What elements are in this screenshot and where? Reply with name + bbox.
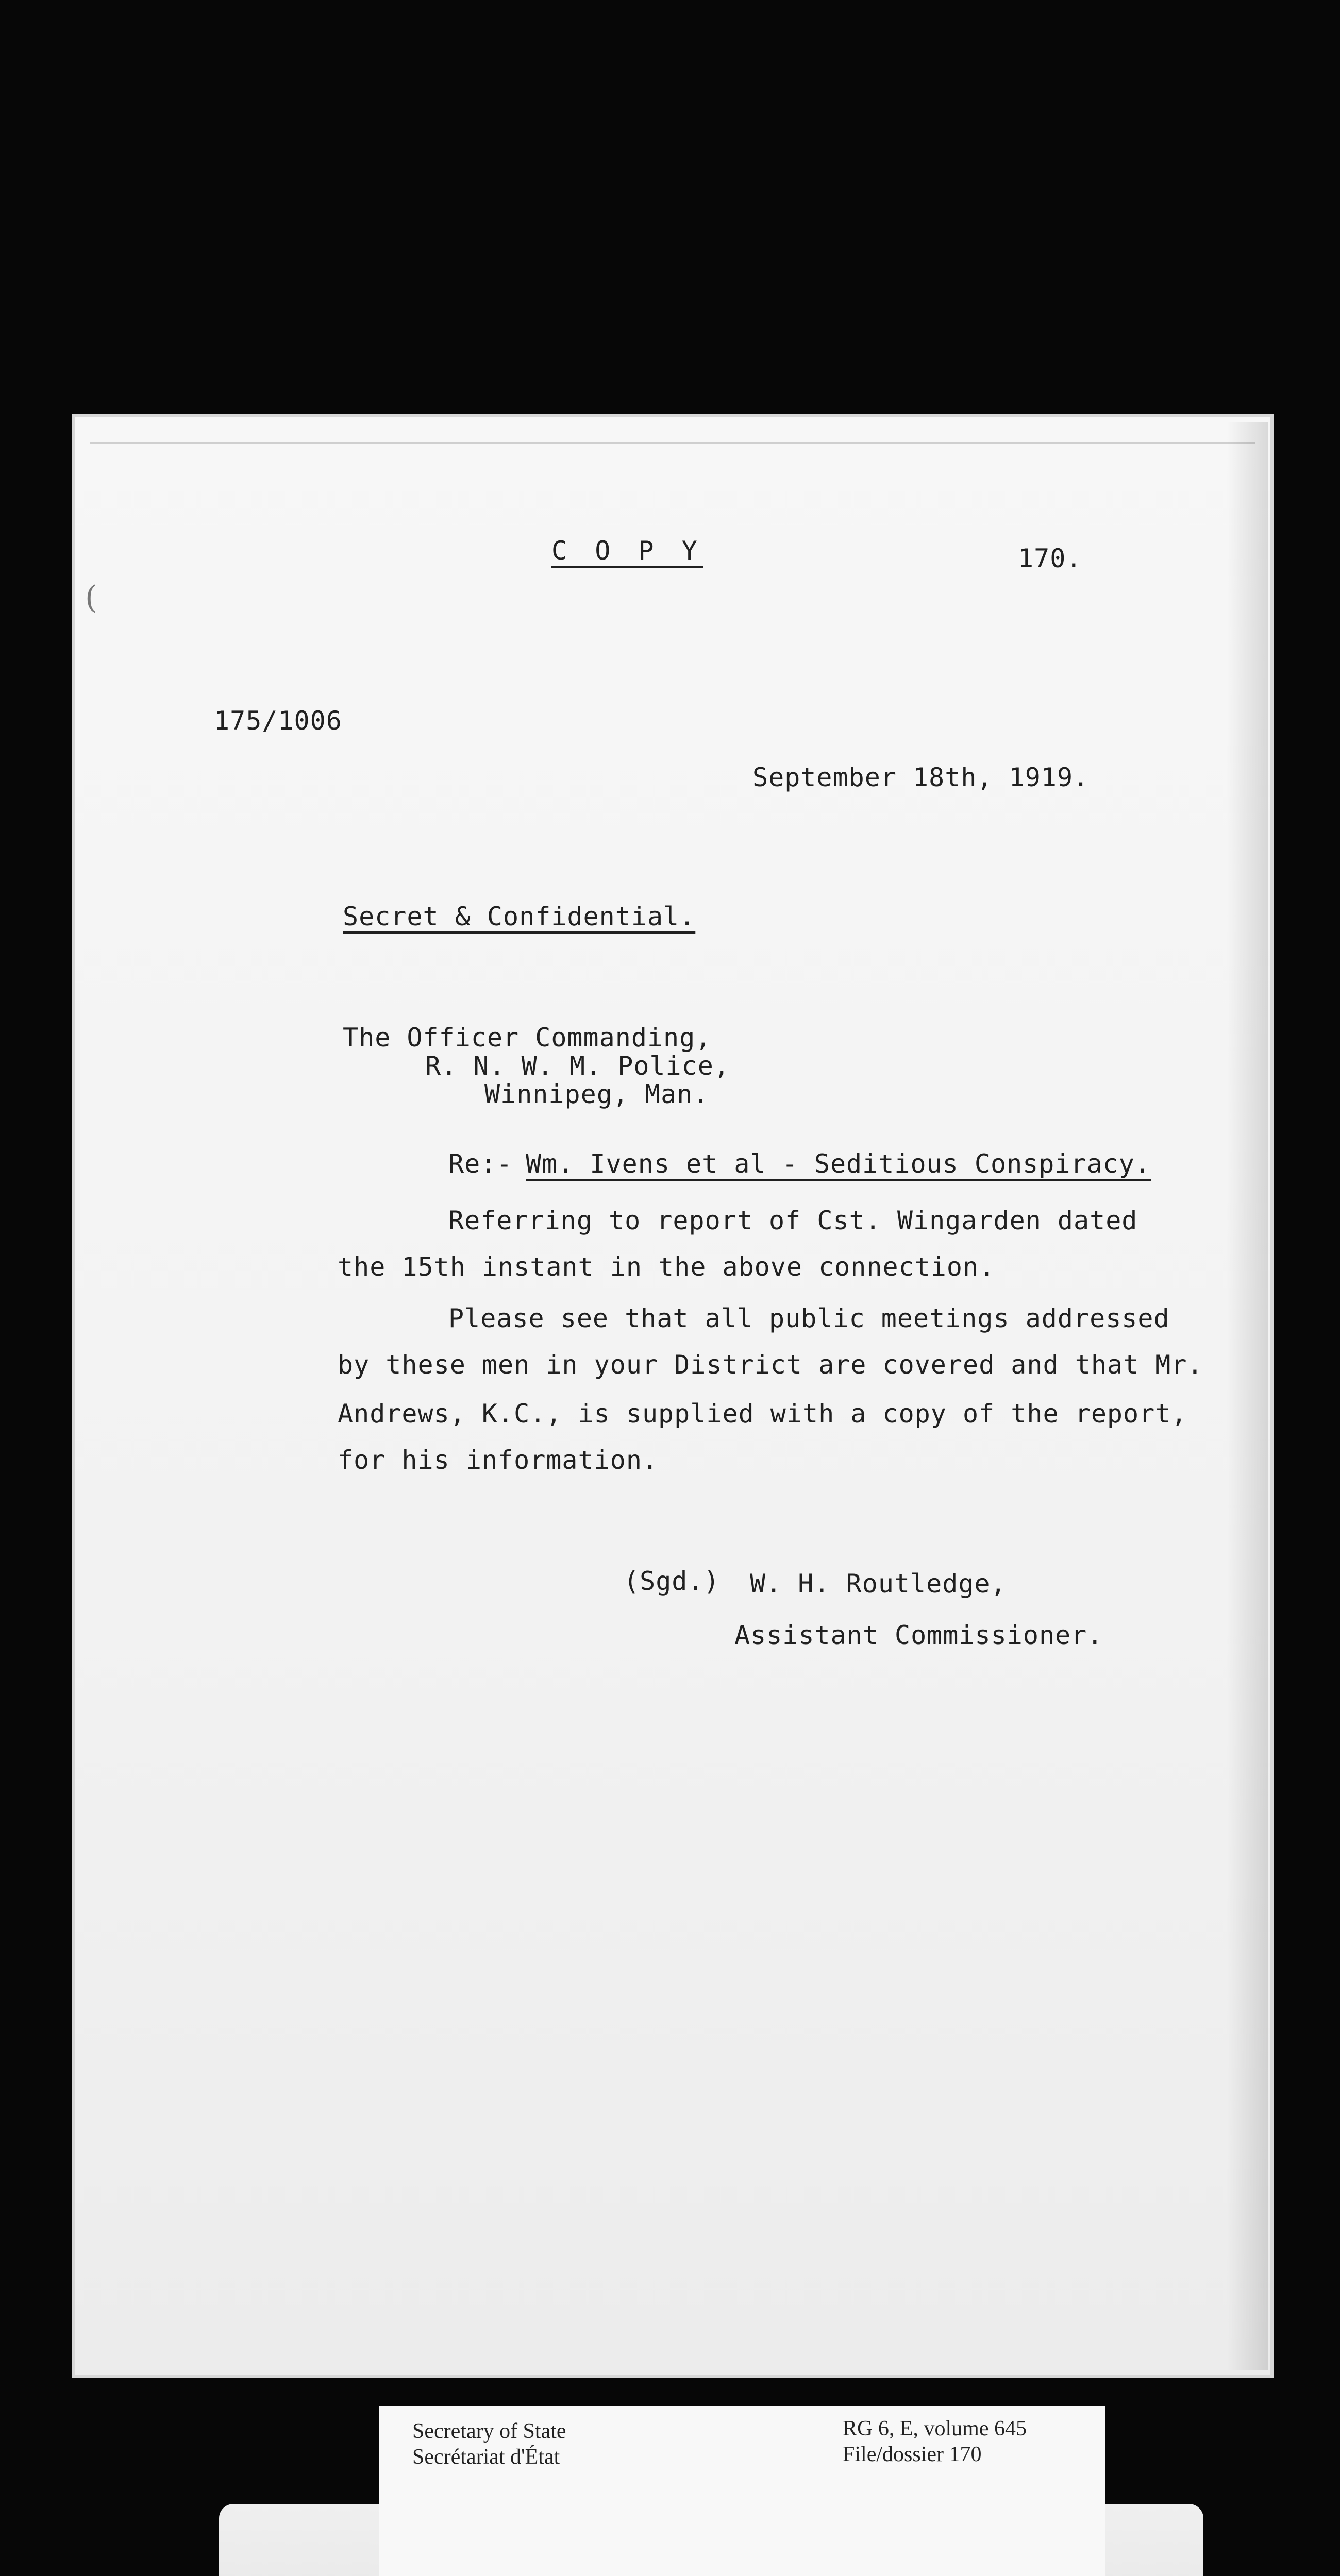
body-line-3: Please see that all public meetings addressed [448,1303,1170,1333]
page-number: 170. [1018,544,1082,573]
body-line-1: Referring to report of Cst. Wingarden dated [448,1206,1138,1235]
body-line-2: the 15th instant in the above connection. [338,1252,995,1282]
page-edge-shadow [1227,422,1268,2370]
file-reference: 175/1006 [214,706,342,736]
page-top-rule [90,442,1255,444]
record-file: File/dossier 170 [843,2443,982,2466]
body-line-6: for his information. [338,1445,659,1475]
body-line-4: by these men in your District are covered and that Mr. [338,1350,1203,1380]
signatory-name: W. H. Routledge, [750,1569,1007,1599]
re-subject: Wm. Ivens et al - Seditious Conspiracy. [526,1149,1151,1179]
record-volume: RG 6, E, volume 645 [843,2417,1027,2441]
signatory-title: Assistant Commissioner. [734,1620,1103,1650]
classification-line: Secret & Confidential. [343,902,696,931]
address-line-2: R. N. W. M. Police, [425,1051,730,1081]
dept-french: Secrétariat d'État [412,2445,560,2469]
signed-prefix: (Sgd.) [624,1566,720,1596]
punch-hole-mark: ( [85,580,97,616]
dept-english: Secretary of State [412,2419,566,2443]
letter-date: September 18th, 1919. [752,762,1090,792]
copy-heading: C O P Y [551,536,703,566]
body-line-5: Andrews, K.C., is supplied with a copy of the report, [338,1399,1187,1429]
address-line-1: The Officer Commanding, [343,1023,712,1053]
address-line-3: Winnipeg, Man. [484,1079,709,1109]
re-prefix: Re:- [448,1149,513,1179]
